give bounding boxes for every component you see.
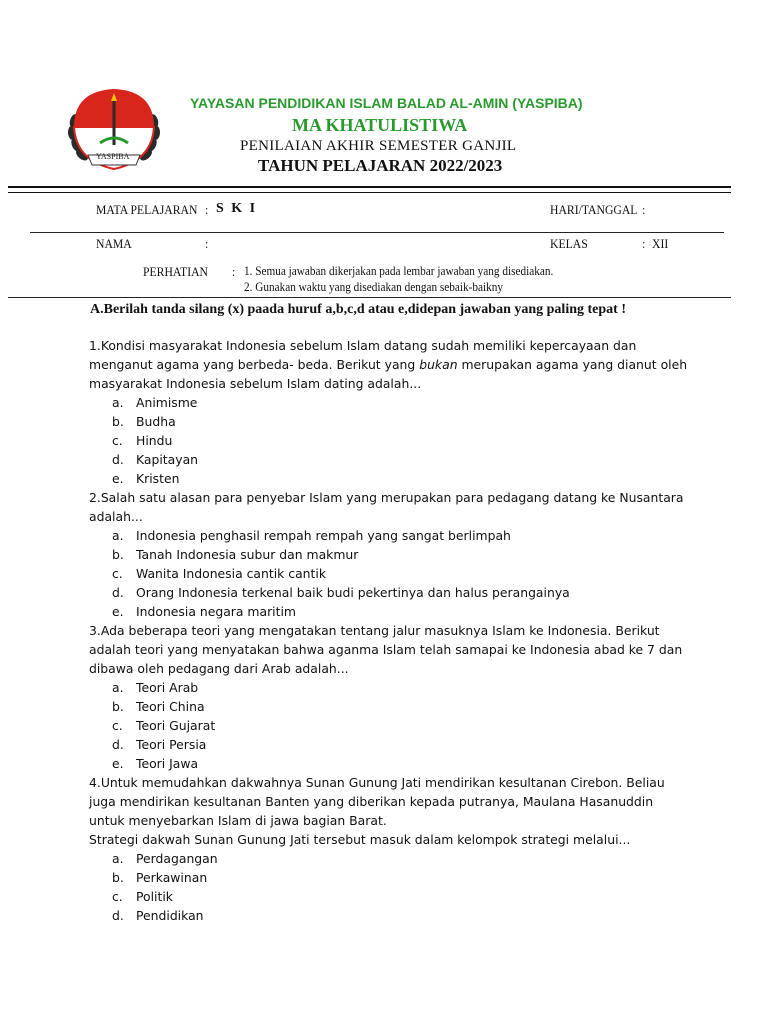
answer-option[interactable]: a. Teori Arab [112, 680, 199, 695]
answer-option[interactable]: e. Kristen [112, 471, 180, 486]
answer-option[interactable]: b. Teori China [112, 699, 205, 714]
logo-text: YASPIBA [96, 152, 130, 161]
header-divider-bottom [8, 192, 731, 193]
subject-colon: : [205, 202, 209, 217]
attention-note-2: 2. Gunakan waktu yang disediakan dengan sebaik-baikny [244, 280, 503, 294]
name-colon: : [205, 236, 209, 251]
question-prompt: Strategi dakwah Sunan Gunung Jati tersebut masuk dalam kelompok strategi melalui... [89, 832, 631, 847]
answer-option[interactable]: e. Teori Jawa [112, 756, 199, 771]
answer-option[interactable]: c. Wanita Indonesia cantik cantik [112, 566, 327, 581]
answer-option[interactable]: b. Perkawinan [112, 870, 208, 885]
answer-option[interactable]: b. Budha [112, 414, 176, 429]
subject-value: S K I [216, 201, 258, 216]
class-label: KELAS [550, 236, 588, 251]
subject-label: MATA PELAJARAN [96, 202, 198, 217]
class-colon: : [642, 236, 646, 251]
body-divider [8, 297, 731, 298]
day-date-colon: : [642, 202, 646, 217]
answer-option[interactable]: d. Pendidikan [112, 908, 204, 923]
class-value: XII [652, 236, 669, 251]
exam-title: PENILAIAN AKHIR SEMESTER GANJIL [240, 138, 517, 154]
answer-option[interactable]: c. Politik [112, 889, 173, 904]
answer-option[interactable]: b. Tanah Indonesia subur dan makmur [112, 547, 359, 562]
school-name: MA KHATULISTIWA [292, 115, 468, 135]
answer-option[interactable]: c. Hindu [112, 433, 173, 448]
answer-option[interactable]: a. Perdagangan [112, 851, 218, 866]
attention-colon: : [232, 264, 236, 279]
school-logo [62, 85, 166, 177]
question-text: 3.Ada beberapa teori yang mengatakan tentang jalur masuknya Islam ke Indonesia. Berikut adalah teori yang menyatakan bahwa aganma Islam telah samapai ke Indonesia abad ke 7 dan dibawa oleh pedagang dari Arab adalah... [89, 623, 683, 676]
attention-label: PERHATIAN [143, 264, 209, 279]
question-text: 2.Salah satu alasan para penyebar Islam yang merupakan para pedagang datang ke Nusantara adalah... [89, 490, 684, 524]
academic-year: TAHUN PELAJARAN 2022/2023 [258, 156, 503, 175]
answer-option[interactable]: e. Indonesia negara maritim [112, 604, 296, 619]
foundation-name: YAYASAN PENDIDIKAN ISLAM BALAD AL-AMIN (YASPIBA) [190, 95, 583, 111]
answer-option[interactable]: d. Kapitayan [112, 452, 199, 467]
name-label: NAMA [96, 236, 132, 251]
question-4 [89, 773, 689, 925]
answer-option[interactable]: d. Teori Persia [112, 737, 207, 752]
emphasis: bukan [419, 357, 458, 372]
question-text: 4.Untuk memudahkan dakwahnya Sunan Gunung Jati mendirikan kesultanan Cirebon. Beliau juga mendirikan kesultanan Banten yang diberikan kepada putranya, Maulana Hasanuddin untuk menyebarkan Islam di jawa bagian Barat. [89, 775, 665, 828]
question-list [89, 336, 689, 925]
section-instruction: A.Berilah tanda silang (x) paada huruf a,b,c,d atau e,didepan jawaban yang paling tepat ! [90, 302, 626, 317]
question-2 [89, 488, 689, 621]
header-divider-top [8, 186, 731, 188]
answer-option[interactable]: a. Animisme [112, 395, 198, 410]
answer-option[interactable]: a. Indonesia penghasil rempah rempah yang sangat berlimpah [112, 528, 511, 543]
info-divider [30, 232, 724, 233]
answer-option[interactable]: d. Orang Indonesia terkenal baik budi pekertinya dan halus perangainya [112, 585, 570, 600]
attention-note-1: 1. Semua jawaban dikerjakan pada lembar jawaban yang disediakan. [244, 264, 554, 278]
day-date-label: HARI/TANGGAL [550, 202, 638, 217]
answer-option[interactable]: c. Teori Gujarat [112, 718, 216, 733]
question-3 [89, 621, 689, 773]
question-text: 1.Kondisi masyarakat Indonesia sebelum Islam datang sudah memiliki kepercayaan dan menganut agama yang berbeda- beda. Berikut yang bukan merupakan agama yang dianut oleh masyarakat Indonesia sebelum Islam dating adalah... [89, 338, 688, 391]
question-1 [89, 336, 689, 488]
